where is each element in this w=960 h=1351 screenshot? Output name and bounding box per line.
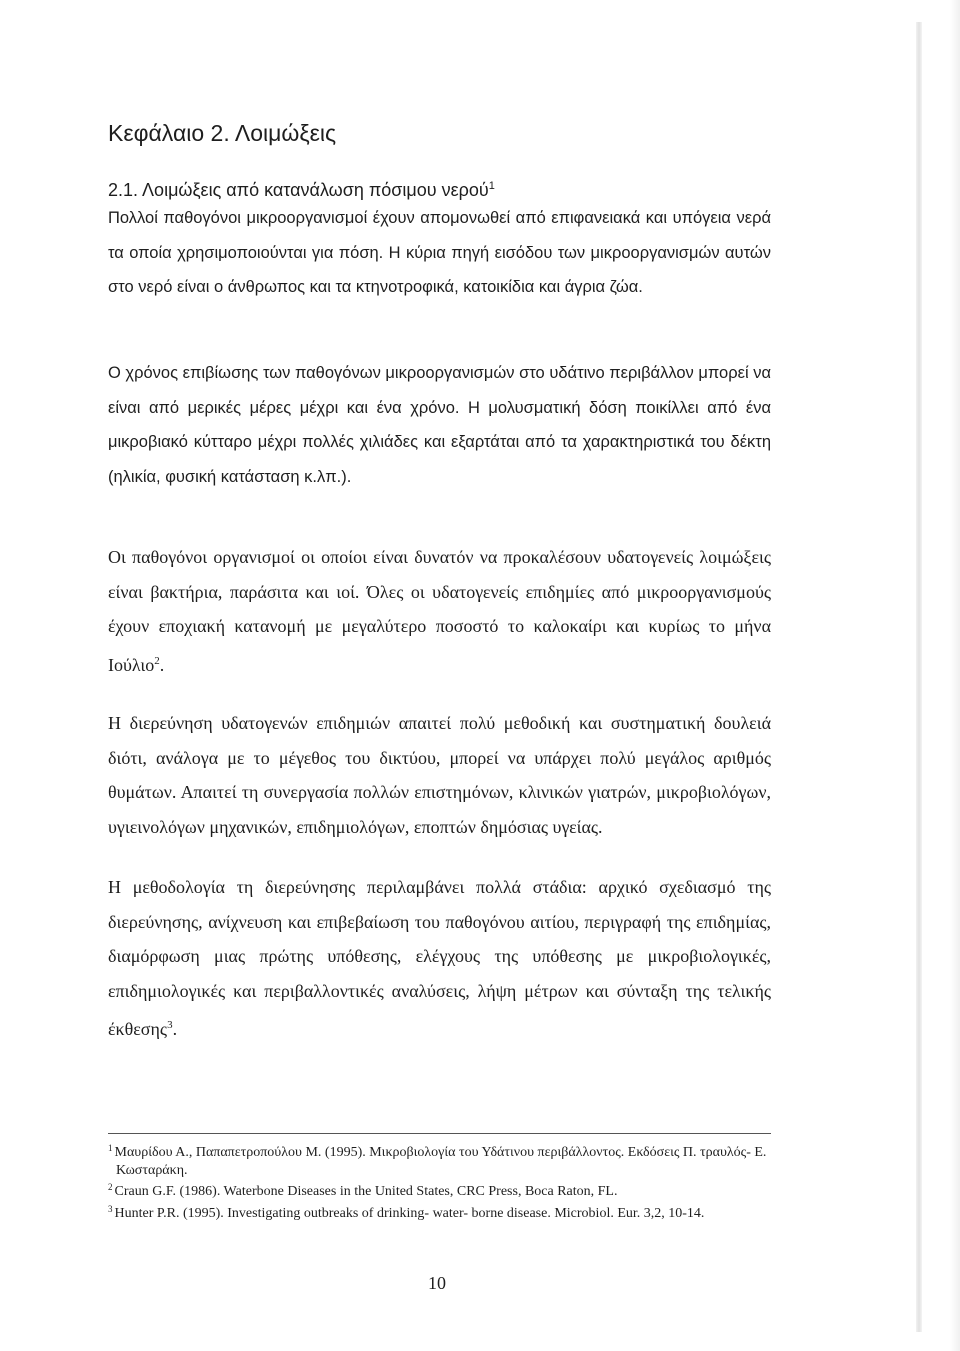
paragraph-3-footnote-ref: 2	[154, 654, 160, 667]
section-title-text: 2.1. Λοιμώξεις από κατανάλωση πόσιμου νερού	[108, 180, 489, 200]
section-footnote-ref: 1	[488, 180, 495, 192]
paragraph-3-text: Οι παθογόνοι οργανισμοί οι οποίοι είναι δυνατόν να προκαλέσουν υδατογενείς λοιμώξεις είναι βακτήρια, παράσιτα και ιοί. Όλες οι υδατογενείς επιδημίες από μικροοργανισμούς έχουν εποχιακή κατανομή με μεγαλύτερο ποσοστό το καλοκαίρι και κυρίως το μήνα Ιούλιο	[108, 547, 771, 675]
chapter-title: Κεφάλαιο 2. Λοιμώξεις	[108, 120, 337, 146]
paragraph-5	[108, 870, 771, 1047]
page-number: 10	[428, 1273, 446, 1293]
paragraph-5-text: Η μεθοδολογία τη διερεύνησης περιλαμβάνει πολλά στάδια: αρχικό σχεδιασμό της διερεύνησης, ανίχνευση και επιβεβαίωση του παθογόνου αιτίου, περιγραφή της επιδημίας, διαμόρφωση μιας πρώτης υπόθεσης, ελέγχους της υπόθεσης με μικροβιολογικές, επιδημιολογικές και περιβαλλοντικές αναλύσεις, λήψη μέτρων και σύνταξη της τελικής έκθεσης	[108, 877, 771, 1039]
footnote-3	[108, 1201, 771, 1223]
paragraph-5-footnote-ref: 3	[167, 1019, 173, 1031]
footnote-3-number: 3	[108, 1203, 113, 1214]
footnote-3-text: Hunter P.R. (1995). Investigating outbreaks of drinking- water- borne disease. Microbiol. Eur. 3,2, 10-14.	[114, 1205, 705, 1221]
scan-edge-shade	[950, 0, 960, 1351]
paragraph-3-end: .	[159, 654, 165, 675]
section-title	[108, 180, 495, 201]
footnote-1-number: 1	[108, 1143, 113, 1153]
scan-edge-line	[916, 22, 922, 1332]
paragraph-4: Η διερεύνηση υδατογενών επιδημιών απαιτεί πολύ μεθοδική και συστηματική δουλειά διότι, ανάλογα με το μέγεθος του δικτύου, μπορεί να υπάρχει πολύ μεγάλος αριθμός θυμάτων. Απαιτεί τη συνεργασία πολλών επιστημόνων, κλινικών γιατρών, μικροβιολόγων, υγιεινολόγων μηχανικών, επιδημιολόγων, εποπτών δημόσιας υγείας.	[108, 713, 771, 837]
paragraph-2: Ο χρόνος επιβίωσης των παθογόνων μικροοργανισμών στο υδάτινο περιβάλλον μπορεί να είναι από μερικές μέρες μέχρι και ένα χρόνο. Η μολυσματική δόση ποικίλλει από ένα μικροβιακό κύτταρο μέχρι πολλές χιλιάδες και εξαρτάται από τα χαρακτηριστικά του δέκτη (ηλικία, φυσική κατάσταση κ.λπ.).	[108, 364, 771, 486]
footnotes	[108, 1133, 771, 1222]
footnote-1	[108, 1140, 771, 1179]
footnote-1-text: Μαυρίδου Α., Παπαπετροπούλου Μ. (1995). Μικροβιολογία του Υδάτινου περιβάλλοντος. Εκδόσεις Π. τραυλός- Ε. Κωσταράκη.	[114, 1145, 767, 1178]
footnote-2	[108, 1179, 771, 1201]
paragraph-1: Πολλοί παθογόνοι μικροοργανισμοί έχουν απομονωθεί από επιφανειακά και υπόγεια νερά τα οποία χρησιμοποιούνται για πόση. Η κύρια πηγή εισόδου των μικροοργανισμών αυτών στο νερό είναι ο άνθρωπος και τα κτηνοτροφικά, κατοικίδια και άγρια ζώα.	[108, 209, 771, 296]
paragraph-3	[108, 540, 771, 682]
paragraph-5-end: .	[172, 1019, 178, 1039]
footnote-2-text: Craun G.F. (1986). Waterbone Diseases in the United States, CRC Press, Boca Raton, FL.	[114, 1184, 618, 1200]
footnote-2-number: 2	[108, 1182, 113, 1193]
